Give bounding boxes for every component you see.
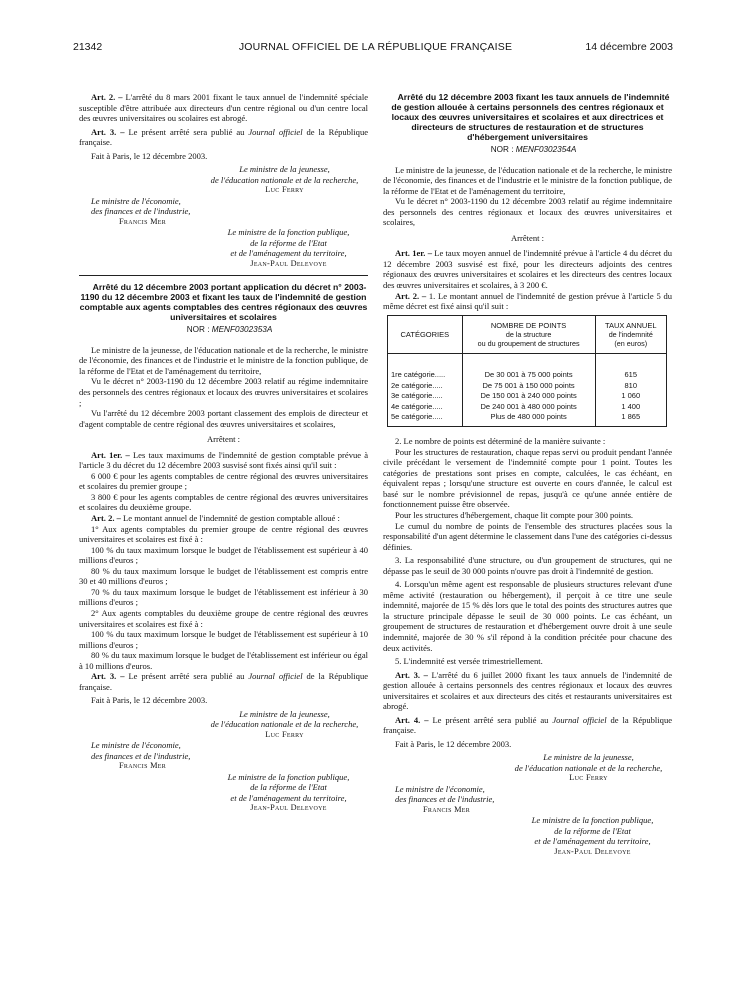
nor-label: NOR : — [490, 145, 514, 154]
table-header-row — [388, 315, 667, 353]
article-text: L'arrêté du 8 mars 2001 fixant le taux annuel de l'indemnité spéciale susceptible d'être attribuée aux directeurs d'un centre régional ou d'un centre local des œuvres universitaires ou scolaires est abrogé. — [79, 92, 368, 124]
signatory-name: Jean-Paul Delevoye — [250, 803, 327, 813]
signature-line: de l'éducation nationale et de la recherche, — [210, 719, 359, 730]
table-row — [388, 353, 667, 380]
article-text: Les taux maximums de l'indemnité de gestion comptable prévue à l'article 3 du décret du 12 décembre 2003 susvisé sont fixés ainsi qu'il suit : — [79, 449, 368, 471]
cell-categorie: 4e catégorie..... — [388, 401, 463, 412]
article-label: Art. 3. – — [91, 126, 125, 137]
page-number: 21342 — [73, 41, 103, 53]
article-label: Art. 2. – — [395, 290, 427, 301]
signatory-name: Jean-Paul Delevoye — [250, 258, 327, 268]
paragraph: 4. Lorsqu'un même agent est responsable de plusieurs structures relevant d'une même activité (restauration ou hébergement), il perçoit à ce titre une seule indemnité, majorée de 15 % dès lors que le total des points des structures autres que la structure principale dépasse le seuil de 30 000 points. Le cas échéant, un groupement de structures de restauration et d'hébergement ouvre droit à une seule indemnité, majorée de 30 % s'il répond à la condition précitée pour chacune des deux activités. — [383, 579, 672, 653]
table-row — [388, 412, 667, 427]
cell-points: De 30 001 à 75 000 points — [462, 353, 595, 380]
cell-taux: 1 060 — [595, 391, 666, 402]
signature-line: et de l'aménagement du territoire, — [230, 792, 347, 803]
article-text: de la République française. — [79, 126, 369, 148]
signature-line: Le ministre de la fonction publique, — [227, 227, 350, 238]
signature-line: Le ministre de l'économie, — [395, 783, 485, 794]
table-row — [388, 401, 667, 412]
arretent-heading: Arrêtent : — [511, 232, 544, 243]
article-3 — [79, 671, 368, 692]
signatory-name: Francis Mer — [423, 804, 471, 814]
paragraph: 80 % du taux maximum lorsque le budget de l'établissement est inférieur ou égal à 10 millions d'euros. — [79, 650, 368, 671]
article-label: Art. 4. – — [395, 714, 429, 725]
cell-points: De 75 001 à 150 000 points — [462, 380, 595, 391]
signature-line: des finances et de l'industrie, — [91, 206, 191, 217]
signature-line: Le ministre de la jeunesse, — [239, 164, 330, 175]
paragraph: 100 % du taux maximum lorsque le budget de l'établissement est supérieur à 10 millions d'euros ; — [79, 629, 368, 650]
paragraph: 100 % du taux maximum lorsque le budget de l'établissement est supérieur à 40 millions d'euros ; — [79, 544, 368, 566]
signature-line: et de l'aménagement du territoire, — [230, 248, 347, 259]
paragraph: Le ministre de la jeunesse, de l'éducation nationale et de la recherche, le ministre de l'économie, des finances et de l'industrie et le ministre de la fonction publique, de la réforme de l'Etat et de l'aménagement du territoire, — [383, 164, 672, 196]
paragraph: Pour les structures de restauration, chaque repas servi ou produit pendant l'année civile précédant le versement de l'indemnité compte pour 1 point. Toutes les catégories de prestations sont prises en compte, calculées, le cas échéant, en équivalent repas ; lorsqu'une structure est ouverte en cours d'année, le calcul est basé sur le nombre prévisionnel de repas, jusqu'à ce qu'une année entière de fonctionnement puisse être observée. — [383, 446, 672, 510]
signature-line: Le ministre de l'économie, — [91, 195, 181, 206]
signature-line: de la réforme de l'Etat — [250, 782, 327, 793]
nor-reference — [383, 145, 672, 156]
paragraph: 6 000 € pour les agents comptables de centre régional des œuvres universitaires et scolaires du premier groupe ; — [79, 470, 368, 492]
cell-points: Plus de 480 000 points — [462, 412, 595, 427]
article-text: Le montant annuel de l'indemnité de gestion comptable alloué : — [123, 513, 340, 524]
paragraph: 5. L'indemnité est versée trimestriellement. — [395, 656, 543, 667]
signature-line: des finances et de l'industrie, — [395, 794, 495, 805]
signatory-name: Jean-Paul Delevoye — [554, 846, 631, 856]
paragraph: Pour les structures d'hébergement, chaque lit compte pour 300 points. — [395, 509, 634, 520]
nor-value: MENF0302354A — [515, 145, 577, 154]
article-3 — [383, 670, 672, 712]
paragraph: Vu le décret n° 2003-1190 du 12 décembre 2003 relatif au régime indemnitaire des personnels des centres régionaux et locaux des œuvres universitaires et scolaires ; — [79, 376, 368, 408]
decree-title: Arrêté du 12 décembre 2003 fixant les taux annuels de l'indemnité de gestion allouée à certains personnels des centres régionaux et locaux des œuvres universitaires et scolaires et aux directrices et directeurs de structures de restauration et de structures d'hébergement universitaires — [391, 92, 670, 142]
article-2 — [79, 92, 368, 124]
paragraph: Le cumul du nombre de points de l'ensemble des structures placées sous la responsabilité d'un agent détermine le classement dans l'une des catégories ci-dessus définies. — [383, 520, 672, 552]
cell-points: De 240 001 à 480 000 points — [462, 401, 595, 412]
column-header-taux: TAUX ANNUEL de l'indemnité (en euros) — [595, 315, 666, 353]
paragraph: Vu le décret n° 2003-1190 du 12 décembre 2003 relatif au régime indemnitaire des personnels des centres régionaux et locaux des œuvres universitaires et scolaires, — [383, 196, 672, 228]
journal-title: JOURNAL OFFICIEL DE LA RÉPUBLIQUE FRANÇAISE — [238, 41, 513, 53]
cell-taux: 1 865 — [595, 412, 666, 427]
paragraph: Le ministre de la jeunesse, de l'éducation nationale et de la recherche, le ministre de l'économie, des finances et de l'industrie et le ministre de la fonction publique, de la réforme de l'Etat et de l'aménagement du territoire, — [79, 344, 368, 376]
right-column — [383, 92, 672, 857]
signature-line: Le ministre de la jeunesse, — [543, 752, 634, 763]
article-text: L'arrêté du 6 juillet 2000 fixant les taux annuels de l'indemnité de gestion allouée à certains personnels des centres régionaux et locaux des œuvres universitaires et scolaires et aux directeurs des cités et restaurants universitaires est abrogé. — [383, 669, 672, 712]
paragraph: 80 % du taux maximum lorsque le budget de l'établissement est compris entre 30 et 40 millions d'euros ; — [79, 565, 368, 587]
article-label: Art. 3. – — [91, 671, 125, 682]
article-text: Le taux moyen annuel de l'indemnité prévue à l'article 4 du décret du 12 décembre 2003 susvisé est fixé, pour les directeurs adjoints des centres régionaux des œuvres universitaires et scolaires et les directeurs des centres locaux des œuvres universitaires et scolaires, à 3 200 €. — [383, 248, 672, 291]
fait-a-paris: Fait à Paris, le 12 décembre 2003. — [395, 738, 512, 749]
article-text: 1. Le montant annuel de l'indemnité de gestion prévue à l'article 5 du même décret est fixé ainsi qu'il suit : — [383, 290, 673, 312]
nor-value: MENF0302353A — [211, 325, 273, 335]
cell-categorie: 3e catégorie..... — [388, 391, 463, 402]
article-1 — [79, 450, 368, 471]
signature-fonction-publique — [79, 227, 368, 269]
article-text: Le présent arrêté sera publié au — [432, 714, 549, 725]
cell-taux: 810 — [595, 380, 666, 391]
journal-ref: Journal officiel — [248, 126, 303, 137]
paragraph: 3 800 € pour les agents comptables de centre régional des œuvres universitaires et scolaires du deuxième groupe. — [79, 491, 368, 513]
journal-ref: Journal officiel — [248, 671, 303, 682]
signature-line: des finances et de l'industrie, — [91, 750, 191, 761]
signature-line: et de l'aménagement du territoire, — [534, 836, 651, 847]
signature-line: de la réforme de l'Etat — [554, 825, 631, 836]
article-4 — [383, 715, 672, 736]
signature-line: de l'éducation nationale et de la recherche, — [210, 174, 359, 185]
issue-date: 14 décembre 2003 — [585, 41, 673, 53]
signature-line: Le ministre de la fonction publique, — [227, 771, 350, 782]
signature-education — [79, 709, 368, 741]
fait-a-paris: Fait à Paris, le 12 décembre 2003. — [91, 150, 208, 161]
paragraph: 1° Aux agents comptables du premier groupe de centre régional des œuvres universitaires et scolaires est fixé à : — [79, 523, 368, 545]
page-header — [0, 41, 751, 57]
article-label: Art. 2. – — [91, 92, 123, 102]
article-2 — [383, 291, 672, 312]
table-row — [388, 380, 667, 391]
column-header-points: NOMBRE DE POINTS de la structure ou du groupement de structures — [462, 315, 595, 353]
article-3 — [79, 127, 368, 148]
article-label: Art. 2. – — [91, 513, 121, 524]
article-text: de la République française. — [383, 714, 673, 736]
table-row — [388, 391, 667, 402]
signature-line: Le ministre de la jeunesse, — [239, 708, 330, 719]
article-1 — [383, 248, 672, 290]
signature-economie — [383, 784, 672, 816]
paragraph: Vu l'arrêté du 12 décembre 2003 portant classement des emplois de directeur et d'agent comptable de centre régional des œuvres universitaires et scolaires, — [79, 408, 368, 429]
signature-line: Le ministre de l'économie, — [91, 740, 181, 751]
signature-line: de la réforme de l'Etat — [250, 237, 327, 248]
left-column — [79, 92, 368, 814]
journal-ref: Journal officiel — [552, 714, 607, 725]
signatory-name: Luc Ferry — [265, 185, 304, 195]
article-label: Art. 1er. – — [395, 248, 432, 259]
fait-a-paris: Fait à Paris, le 12 décembre 2003. — [91, 695, 208, 706]
decree-title: Arrêté du 12 décembre 2003 portant application du décret n° 2003-1190 du 12 décembre 2003 et fixant les taux de l'indemnité de gestion comptable aux agents comptables des centres régionaux des œuvres universitaires et scolaires — [79, 282, 368, 323]
cell-categorie: 5e catégorie..... — [388, 412, 463, 427]
signature-line: de l'éducation nationale et de la recherche, — [514, 762, 663, 773]
signatory-name: Luc Ferry — [265, 729, 304, 739]
signature-line: Le ministre de la fonction publique, — [531, 815, 654, 826]
article-label: Art. 1er. – — [91, 449, 130, 460]
paragraph: 2° Aux agents comptables du deuxième groupe de centre régional des œuvres universitaires et scolaires est fixé à : — [79, 607, 368, 629]
nor-label: NOR : — [186, 325, 210, 335]
signature-economie — [79, 740, 368, 772]
nor-reference — [79, 325, 368, 336]
cell-taux: 615 — [595, 353, 666, 380]
signature-fonction-publique — [383, 815, 672, 857]
signature-economie — [79, 196, 368, 228]
signatory-name: Francis Mer — [119, 216, 167, 226]
signatory-name: Luc Ferry — [569, 773, 608, 783]
indemnity-rates-table — [387, 315, 667, 428]
article-text: Le présent arrêté sera publié au — [128, 126, 245, 137]
paragraph: 3. La responsabilité d'une structure, ou d'un groupement de structures, qui ne dépasse pas le seuil de 30 000 points n'ouvre pas droit à l'indemnité de gestion. — [383, 555, 672, 576]
paragraph: 2. Le nombre de points est déterminé de la manière suivante : — [395, 436, 606, 447]
column-header-categories: CATÉGORIES — [388, 315, 463, 353]
signature-education — [79, 164, 368, 196]
section-divider — [79, 275, 368, 276]
article-label: Art. 3. – — [395, 669, 428, 680]
cell-points: De 150 001 à 240 000 points — [462, 391, 595, 402]
article-text: de la République française. — [79, 671, 369, 692]
signature-education — [383, 752, 672, 784]
paragraph: 70 % du taux maximum lorsque le budget de l'établissement est inférieur à 30 millions d'euros ; — [79, 586, 368, 608]
cell-categorie: 1re catégorie..... — [388, 353, 463, 380]
cell-categorie: 2e catégorie..... — [388, 380, 463, 391]
cell-taux: 1 400 — [595, 401, 666, 412]
signatory-name: Francis Mer — [119, 761, 167, 771]
article-2 — [79, 513, 368, 524]
signature-fonction-publique — [79, 772, 368, 814]
article-text: Le présent arrêté sera publié au — [128, 671, 245, 682]
arretent-heading: Arrêtent : — [207, 434, 240, 445]
